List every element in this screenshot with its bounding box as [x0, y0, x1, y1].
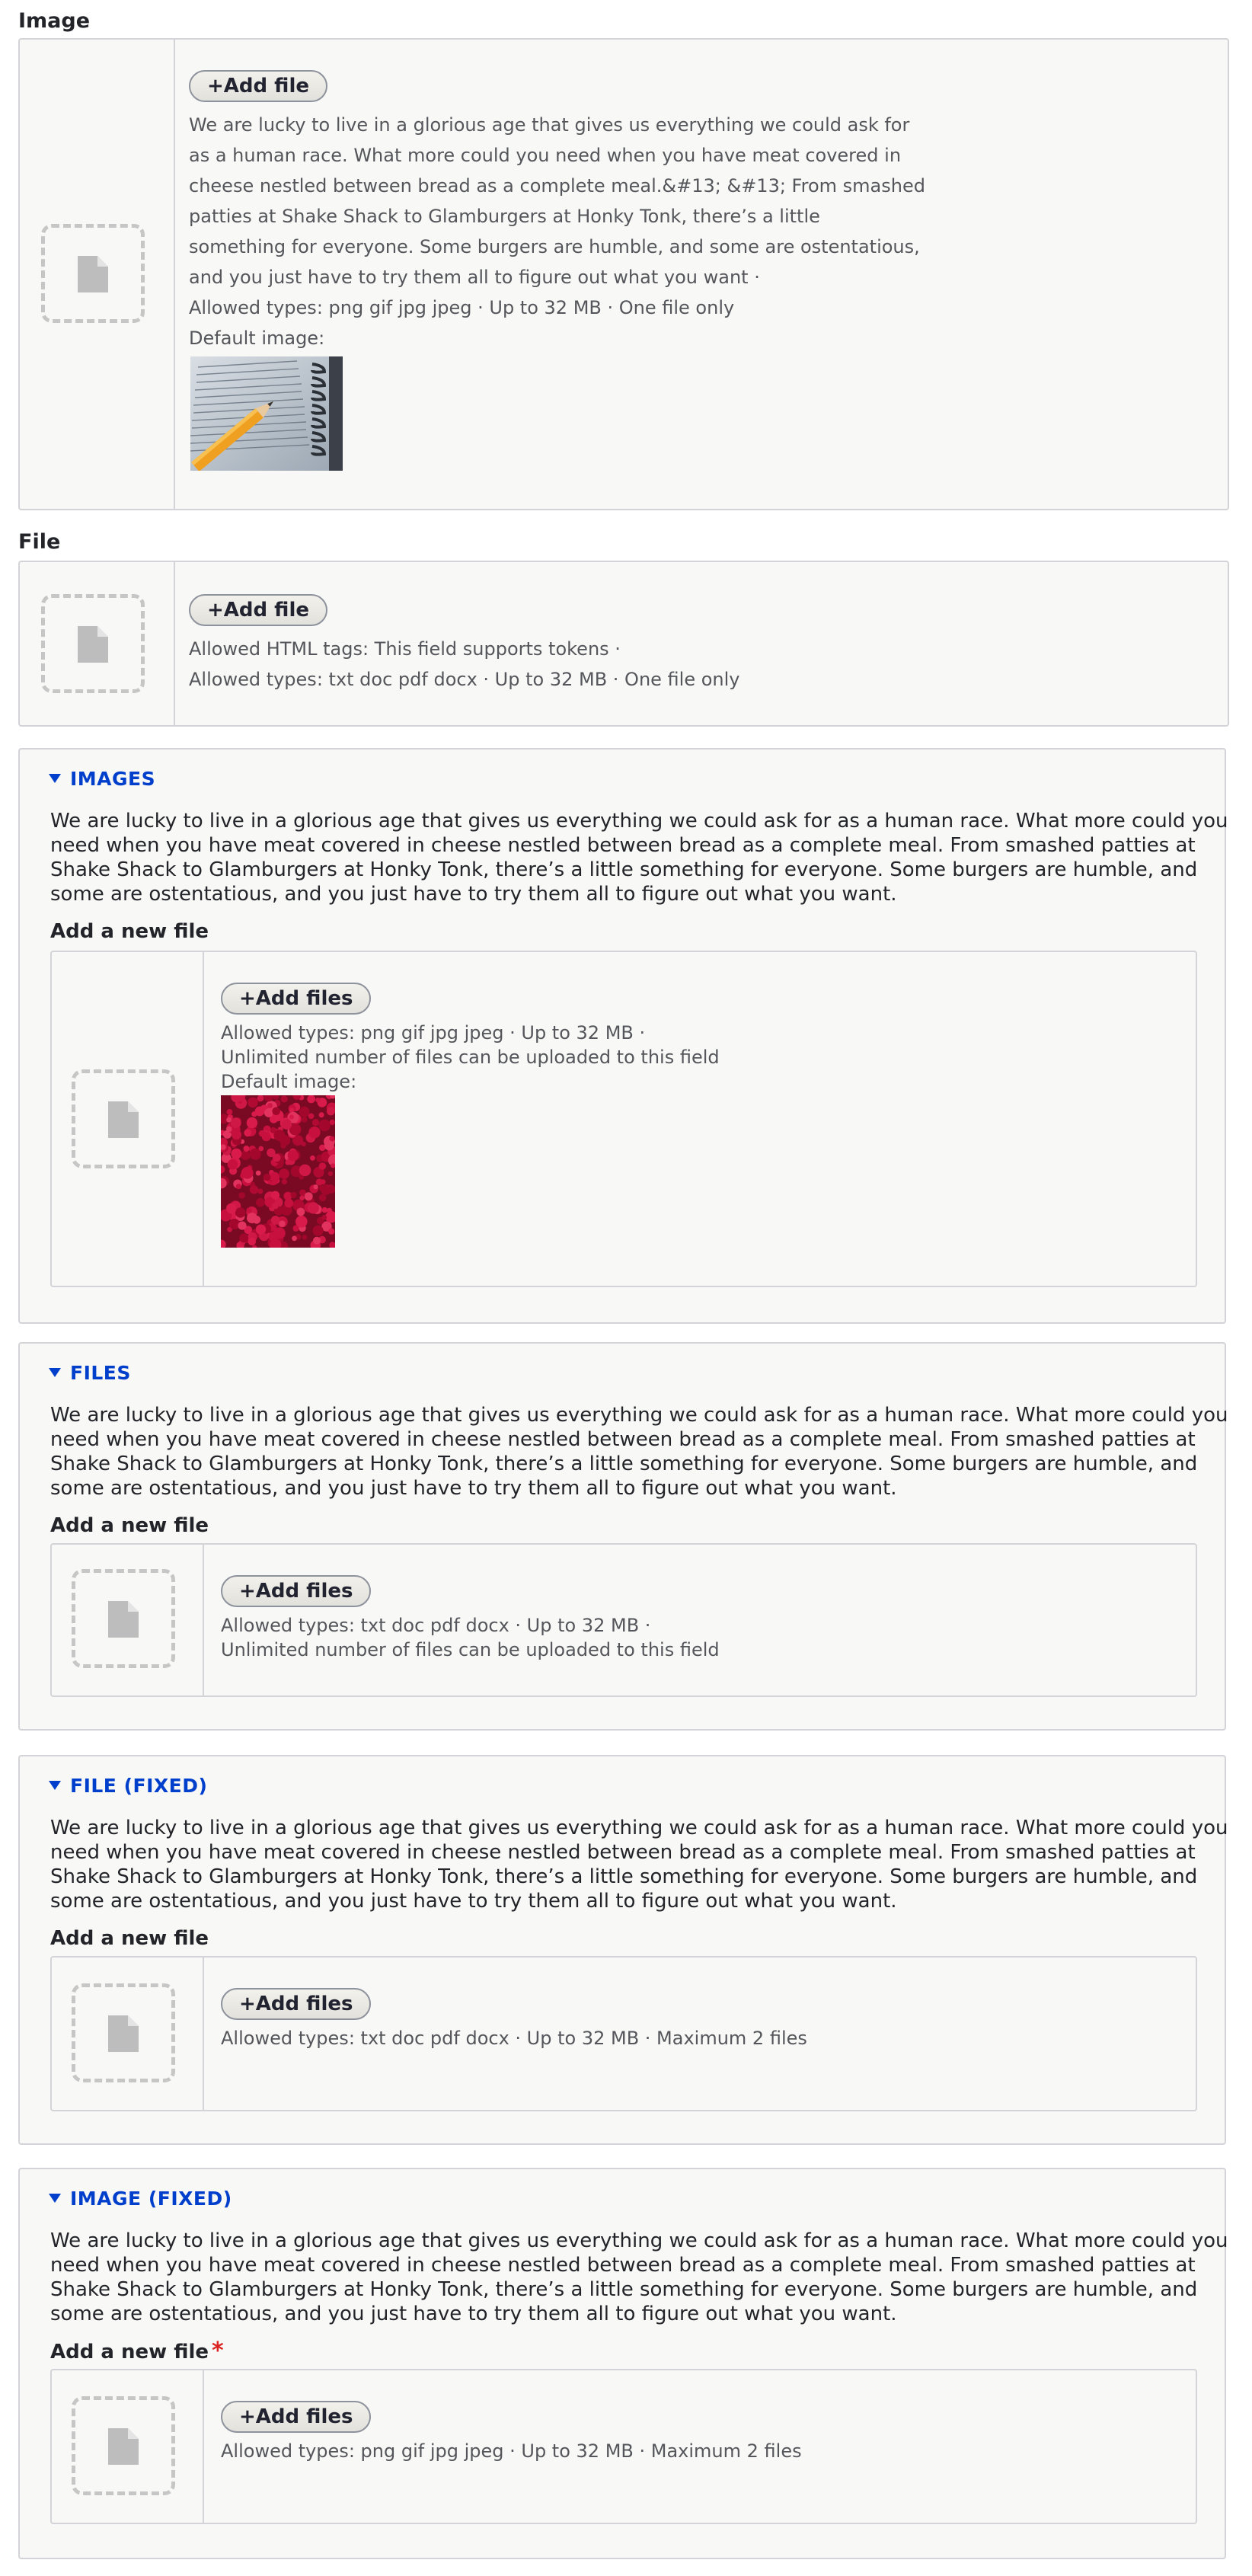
- file-fixed-dropzone-area[interactable]: [52, 1958, 204, 2110]
- raspberry-drupelet: [244, 1129, 251, 1136]
- raspberry-drupelet: [238, 1192, 244, 1198]
- default-image-thumbnail: [190, 356, 343, 471]
- raspberry-drupelet: [244, 1146, 250, 1152]
- description-line: and you just have to try them all to figure out what you want ·: [189, 267, 760, 288]
- triangle-down-icon: [49, 1368, 61, 1377]
- paragraph-line: Shake Shack to Glamburgers at Honky Tonk, there’s a little something for everyone. Some burgers are humble, and: [50, 1453, 1198, 1475]
- raspberry-drupelet: [231, 1117, 241, 1128]
- images-details: [18, 748, 1226, 1324]
- raspberry-drupelet: [263, 1174, 271, 1181]
- raspberry-drupelet: [307, 1095, 315, 1103]
- raspberry-drupelet: [262, 1132, 271, 1141]
- images-dropzone[interactable]: [72, 1069, 175, 1168]
- description-line: cheese nestled between bread as a complete meal.&#13; &#13; From smashed: [189, 175, 925, 197]
- add-new-file-label-text: Add a new file: [50, 2341, 209, 2363]
- paragraph-line: need when you have meat covered in cheese nestled between bread as a complete meal. From smashed patties at: [50, 1841, 1196, 1864]
- files-hint: [221, 1613, 720, 1662]
- paragraph-line: some are ostentatious, and you just have to try them all to figure out what you want.: [50, 1890, 897, 1913]
- raspberry-drupelet: [226, 1203, 236, 1213]
- images-description: [50, 809, 1228, 906]
- images-upload-widget: [50, 951, 1197, 1287]
- raspberry-drupelet: [250, 1149, 261, 1160]
- raspberry-drupelet: [267, 1103, 273, 1108]
- raspberry-drupelet: [319, 1112, 324, 1117]
- raspberry-drupelet: [322, 1207, 327, 1213]
- triangle-down-icon: [49, 1781, 61, 1790]
- raspberry-drupelet: [319, 1162, 327, 1170]
- description-line: patties at Shake Shack to Glamburgers at Honky Tonk, there’s a little: [189, 206, 820, 227]
- raspberry-drupelet: [299, 1165, 311, 1177]
- files-upload-widget: [50, 1543, 1197, 1697]
- raspberry-drupelet: [319, 1194, 327, 1202]
- raspberry-drupelet: [238, 1222, 246, 1230]
- file-fixed-details: [18, 1755, 1226, 2145]
- file-icon: [78, 626, 108, 663]
- file-icon: [108, 1101, 139, 1138]
- paragraph-line: need when you have meat covered in cheese nestled between bread as a complete meal. From smashed patties at: [50, 1428, 1196, 1451]
- files-summary-toggle[interactable]: [49, 1363, 131, 1382]
- file-fixed-dropzone[interactable]: [72, 1983, 175, 2082]
- raspberry-drupelet: [229, 1219, 240, 1229]
- images-summary-toggle[interactable]: [49, 769, 155, 788]
- images-hint: [221, 1021, 720, 1094]
- paragraph-line: need when you have meat covered in cheese nestled between bread as a complete meal. From smashed patties at: [50, 2254, 1196, 2277]
- image-fixed-upload-widget: [50, 2369, 1197, 2524]
- paragraph-line: some are ostentatious, and you just have to try them all to figure out what you want.: [50, 2303, 897, 2325]
- raspberry-drupelet: [318, 1185, 324, 1191]
- raspberry-drupelet: [279, 1220, 286, 1227]
- allowed-html-tags-text: Allowed HTML tags: This field supports tokens ·: [189, 638, 621, 660]
- paragraph-line: We are lucky to live in a glorious age that gives us everything we could ask for as a human race. What more could you: [50, 2229, 1228, 2252]
- triangle-down-icon: [49, 774, 61, 783]
- add-new-file-label: Add a new file: [50, 1927, 209, 1950]
- raspberry-drupelet: [241, 1167, 254, 1179]
- file-fixed-hint: [221, 2026, 807, 2050]
- add-new-file-label: Add a new file: [50, 920, 209, 943]
- raspberry-drupelet: [282, 1120, 292, 1130]
- raspberry-drupelet: [281, 1095, 288, 1102]
- image-dropzone-area[interactable]: [20, 40, 175, 509]
- raspberry-drupelet: [289, 1114, 294, 1119]
- allowed-types-text: Allowed types: txt doc pdf docx · Up to 32 MB ·: [221, 1615, 651, 1636]
- paragraph-line: Shake Shack to Glamburgers at Honky Tonk, there’s a little something for everyone. Some burgers are humble, and: [50, 1865, 1198, 1888]
- file-field-label: File: [18, 530, 61, 554]
- raspberry-drupelet: [248, 1238, 256, 1245]
- files-description: [50, 1403, 1228, 1501]
- raspberry-drupelet: [292, 1235, 297, 1241]
- raspberry-drupelet: [273, 1130, 285, 1141]
- add-files-button[interactable]: +Add files: [221, 1575, 371, 1607]
- unlimited-files-text: Unlimited number of files can be uploaded to this field: [221, 1047, 720, 1068]
- add-file-button[interactable]: +Add file: [189, 594, 327, 626]
- image-fixed-details: [18, 2168, 1226, 2559]
- description-line: We are lucky to live in a glorious age that gives us everything we could ask for: [189, 114, 910, 136]
- raspberry-drupelet: [247, 1117, 257, 1128]
- raspberry-drupelet: [241, 1150, 251, 1160]
- add-new-file-label: [50, 2340, 224, 2363]
- paragraph-line: some are ostentatious, and you just have to try them all to figure out what you want.: [50, 883, 897, 906]
- raspberry-drupelet: [256, 1224, 266, 1234]
- raspberry-drupelet: [322, 1215, 327, 1220]
- raspberry-drupelet: [239, 1234, 248, 1243]
- file-icon: [108, 2015, 139, 2052]
- file-field-description: [189, 634, 740, 695]
- raspberry-drupelet: [227, 1109, 233, 1115]
- required-marker: *: [212, 2338, 224, 2364]
- raspberry-drupelet: [272, 1203, 279, 1210]
- raspberry-drupelet: [327, 1107, 335, 1116]
- allowed-types-text: Allowed types: png gif jpg jpeg · Up to 32 MB · One file only: [189, 297, 735, 318]
- description-line: as a human race. What more could you need when you have meat covered in: [189, 145, 902, 166]
- raspberry-drupelet: [314, 1184, 318, 1189]
- image-field-label: Image: [18, 9, 91, 33]
- image-fixed-description: [50, 2229, 1228, 2326]
- raspberry-drupelet: [272, 1107, 280, 1116]
- raspberry-drupelet: [313, 1226, 324, 1236]
- image-fixed-dropzone-area[interactable]: [52, 2370, 204, 2523]
- raspberry-drupelet: [235, 1207, 246, 1218]
- raspberry-drupelet: [251, 1111, 257, 1117]
- files-summary-label: FILES: [70, 1362, 131, 1384]
- add-files-button[interactable]: +Add files: [221, 1988, 371, 2020]
- raspberry-drupelet: [319, 1120, 331, 1131]
- raspberry-drupelet: [284, 1199, 293, 1208]
- triangle-down-icon: [49, 2194, 61, 2203]
- allowed-types-text: Allowed types: png gif jpg jpeg · Up to 32 MB ·: [221, 1022, 646, 1044]
- raspberry-drupelet: [269, 1232, 279, 1242]
- raspberry-drupelet: [316, 1178, 323, 1185]
- raspberry-drupelet: [308, 1127, 320, 1138]
- default-image-thumbnail: [221, 1095, 335, 1248]
- image-upload-widget: [18, 38, 1229, 510]
- image-fixed-summary-label: IMAGE (FIXED): [70, 2188, 232, 2210]
- raspberry-drupelet: [236, 1184, 241, 1189]
- file-icon: [108, 2428, 139, 2465]
- raspberry-drupelet: [257, 1189, 263, 1194]
- add-files-button[interactable]: +Add files: [221, 2401, 371, 2433]
- file-fixed-description: [50, 1816, 1228, 1913]
- raspberry-drupelet: [310, 1155, 315, 1161]
- file-fixed-upload-widget: [50, 1956, 1197, 2111]
- image-field-description: [189, 110, 925, 353]
- image-fixed-dropzone[interactable]: [72, 2396, 175, 2495]
- paragraph-line: We are lucky to live in a glorious age that gives us everything we could ask for as a human race. What more could you: [50, 1817, 1228, 1839]
- files-details: [18, 1342, 1226, 1731]
- add-files-button[interactable]: +Add files: [221, 983, 371, 1015]
- paragraph-line: We are lucky to live in a glorious age that gives us everything we could ask for as a human race. What more could you: [50, 810, 1228, 833]
- raspberry-drupelet: [250, 1185, 258, 1194]
- default-image-label: Default image:: [189, 328, 325, 349]
- file-dropzone[interactable]: [41, 594, 145, 693]
- raspberry-drupelet: [328, 1229, 334, 1235]
- paragraph-line: need when you have meat covered in cheese nestled between bread as a complete meal. From smashed patties at: [50, 834, 1196, 857]
- raspberry-drupelet: [282, 1179, 287, 1184]
- description-line: something for everyone. Some burgers are humble, and some are ostentatious,: [189, 236, 920, 257]
- paragraph-line: some are ostentatious, and you just have to try them all to figure out what you want.: [50, 1477, 897, 1500]
- file-upload-widget: [18, 561, 1229, 727]
- images-dropzone-area[interactable]: [52, 952, 204, 1286]
- raspberry-drupelet: [271, 1191, 279, 1200]
- raspberry-drupelet: [312, 1119, 319, 1126]
- raspberry-drupelet: [302, 1117, 307, 1122]
- unlimited-files-text: Unlimited number of files can be uploaded to this field: [221, 1639, 720, 1660]
- raspberry-drupelet: [256, 1198, 265, 1207]
- allowed-types-text: Allowed types: txt doc pdf docx · Up to 32 MB · Maximum 2 files: [221, 2028, 807, 2049]
- raspberry-drupelet: [305, 1192, 313, 1200]
- images-summary-label: IMAGES: [70, 768, 156, 790]
- raspberry-drupelet: [288, 1150, 299, 1161]
- raspberry-drupelet: [247, 1213, 257, 1223]
- files-dropzone-area[interactable]: [52, 1545, 204, 1695]
- raspberry-drupelet: [297, 1208, 305, 1216]
- raspberry-drupelet: [232, 1130, 241, 1139]
- raspberry-drupelet: [299, 1107, 310, 1117]
- paragraph-line: Shake Shack to Glamburgers at Honky Tonk, there’s a little something for everyone. Some burgers are humble, and: [50, 858, 1198, 881]
- paragraph-line: Shake Shack to Glamburgers at Honky Tonk, there’s a little something for everyone. Some burgers are humble, and: [50, 2278, 1198, 2301]
- raspberry-drupelet: [295, 1216, 308, 1228]
- file-dropzone-area[interactable]: [20, 562, 175, 725]
- raspberry-drupelet: [247, 1207, 252, 1213]
- default-image-label: Default image:: [221, 1071, 357, 1092]
- raspberry-drupelet: [271, 1216, 280, 1225]
- raspberry-drupelet: [313, 1237, 321, 1245]
- raspberry-drupelet: [279, 1168, 289, 1179]
- raspberry-drupelet: [273, 1154, 281, 1162]
- raspberry-drupelet: [328, 1171, 333, 1176]
- raspberry-drupelet: [231, 1149, 241, 1159]
- raspberry-drupelet: [324, 1140, 334, 1150]
- add-file-button[interactable]: +Add file: [189, 70, 327, 102]
- file-icon: [78, 256, 108, 292]
- raspberry-drupelet: [291, 1192, 297, 1198]
- raspberry-drupelet: [228, 1159, 238, 1170]
- raspberry-drupelet: [226, 1117, 232, 1123]
- raspberry-drupelet: [248, 1098, 258, 1108]
- image-dropzone[interactable]: [41, 224, 145, 323]
- add-new-file-label: Add a new file: [50, 1514, 209, 1537]
- raspberry-drupelet: [226, 1127, 232, 1133]
- raspberry-drupelet: [315, 1098, 320, 1102]
- paragraph-line: We are lucky to live in a glorious age that gives us everything we could ask for as a human race. What more could you: [50, 1404, 1228, 1427]
- raspberry-drupelet: [308, 1202, 319, 1213]
- raspberry-drupelet: [256, 1171, 261, 1176]
- allowed-types-text: Allowed types: txt doc pdf docx · Up to 32 MB · One file only: [189, 669, 740, 690]
- file-icon: [108, 1601, 139, 1638]
- allowed-types-text: Allowed types: png gif jpg jpeg · Up to 32 MB · Maximum 2 files: [221, 2440, 802, 2462]
- files-dropzone[interactable]: [72, 1569, 175, 1668]
- image-fixed-summary-toggle[interactable]: [49, 2189, 232, 2208]
- file-fixed-summary-label: FILE (FIXED): [70, 1775, 208, 1797]
- raspberry-drupelet: [299, 1196, 305, 1201]
- image-fixed-hint: [221, 2439, 802, 2463]
- raspberry-drupelet: [302, 1235, 307, 1239]
- raspberry-drupelet: [308, 1114, 315, 1120]
- file-fixed-summary-toggle[interactable]: [49, 1776, 207, 1795]
- raspberry-drupelet: [264, 1108, 273, 1117]
